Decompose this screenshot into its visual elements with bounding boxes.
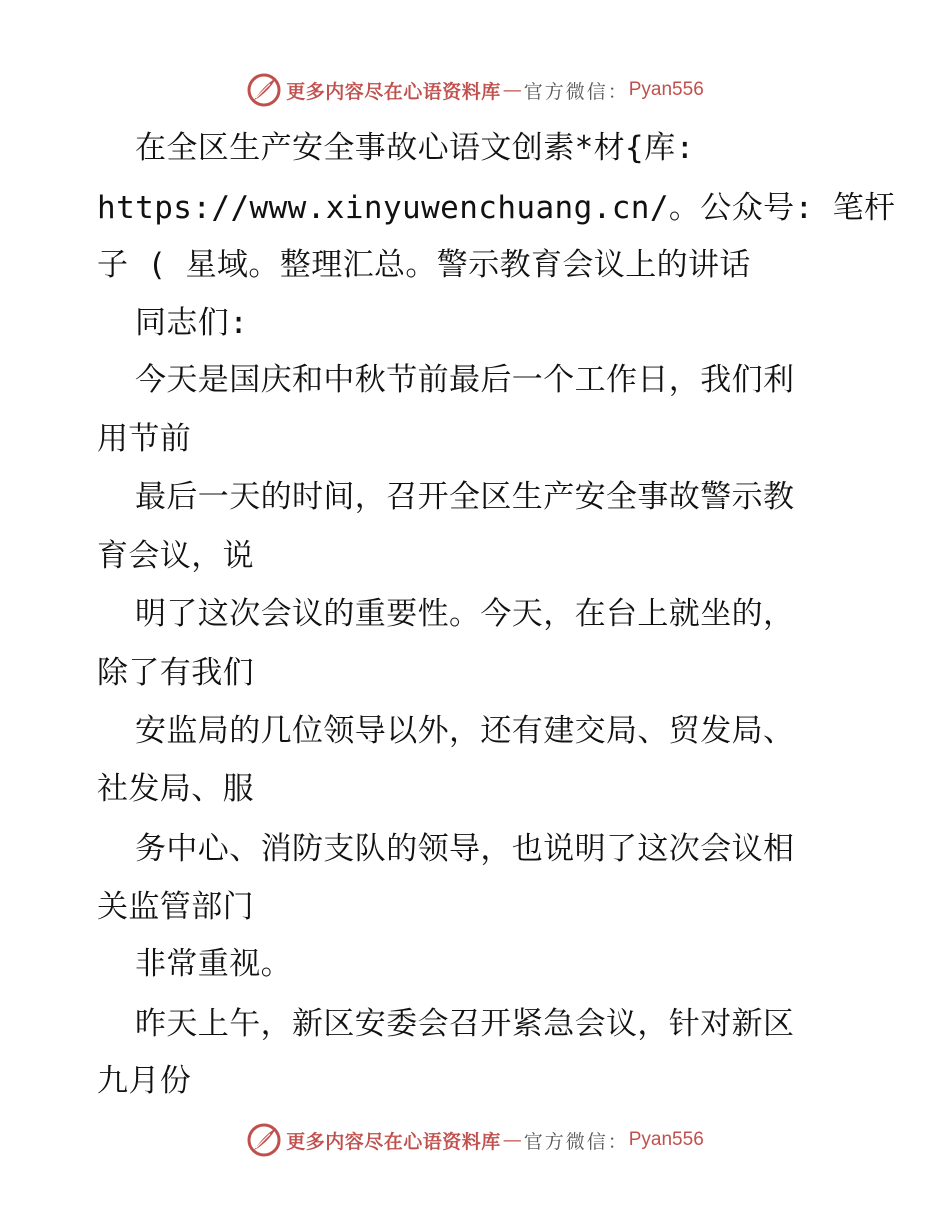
text-line: 社发局、服 bbox=[97, 771, 254, 807]
banner-text: 更多内容尽在心语资料库 bbox=[286, 1130, 501, 1153]
quill-logo-icon bbox=[246, 72, 282, 108]
text-line: 育会议，说 bbox=[97, 538, 254, 574]
banner-text: 更多内容尽在心语资料库 bbox=[286, 80, 501, 103]
text-line: 在全区生产安全事故心语文创素*材{库: bbox=[135, 130, 695, 166]
banner-wechat-label: 官方微信： bbox=[523, 1130, 629, 1153]
banner-dash: — bbox=[502, 79, 522, 101]
text-line: 今天是国庆和中秋节前最后一个工作日，我们利 bbox=[135, 362, 795, 398]
text-line: 最后一天的时间，召开全区生产安全事故警示教 bbox=[135, 479, 795, 515]
text-line: 用节前 bbox=[97, 421, 192, 457]
text-line: 除了有我们 bbox=[97, 655, 254, 691]
text-line: 非常重视。 bbox=[135, 946, 292, 982]
header-banner bbox=[0, 70, 950, 110]
banner-wechat-id: Pyan556 bbox=[628, 79, 704, 100]
footer-banner bbox=[0, 1120, 950, 1160]
banner-dash: — bbox=[502, 1129, 522, 1151]
text-line: 明了这次会议的重要性。今天，在台上就坐的， bbox=[135, 596, 795, 632]
text-line: 子 ( 星域。整理汇总。警示教育会议上的讲话 bbox=[97, 247, 751, 283]
text-line: 务中心、消防支队的领导，也说明了这次会议相 bbox=[135, 831, 795, 867]
banner-wechat-id: Pyan556 bbox=[628, 1129, 704, 1150]
quill-logo-icon bbox=[246, 1122, 282, 1158]
text-line: 九月份 bbox=[97, 1063, 192, 1099]
text-line: 安监局的几位领导以外，还有建交局、贸发局、 bbox=[135, 713, 795, 749]
text-line: 关监管部门 bbox=[97, 889, 254, 925]
text-line: https://www.xinyuwenchuang.cn/。公众号: 笔杆 bbox=[97, 190, 896, 226]
banner-wechat-label: 官方微信： bbox=[523, 80, 629, 103]
text-line: 同志们: bbox=[135, 305, 249, 341]
text-line: 昨天上午，新区安委会召开紧急会议，针对新区 bbox=[135, 1006, 795, 1042]
